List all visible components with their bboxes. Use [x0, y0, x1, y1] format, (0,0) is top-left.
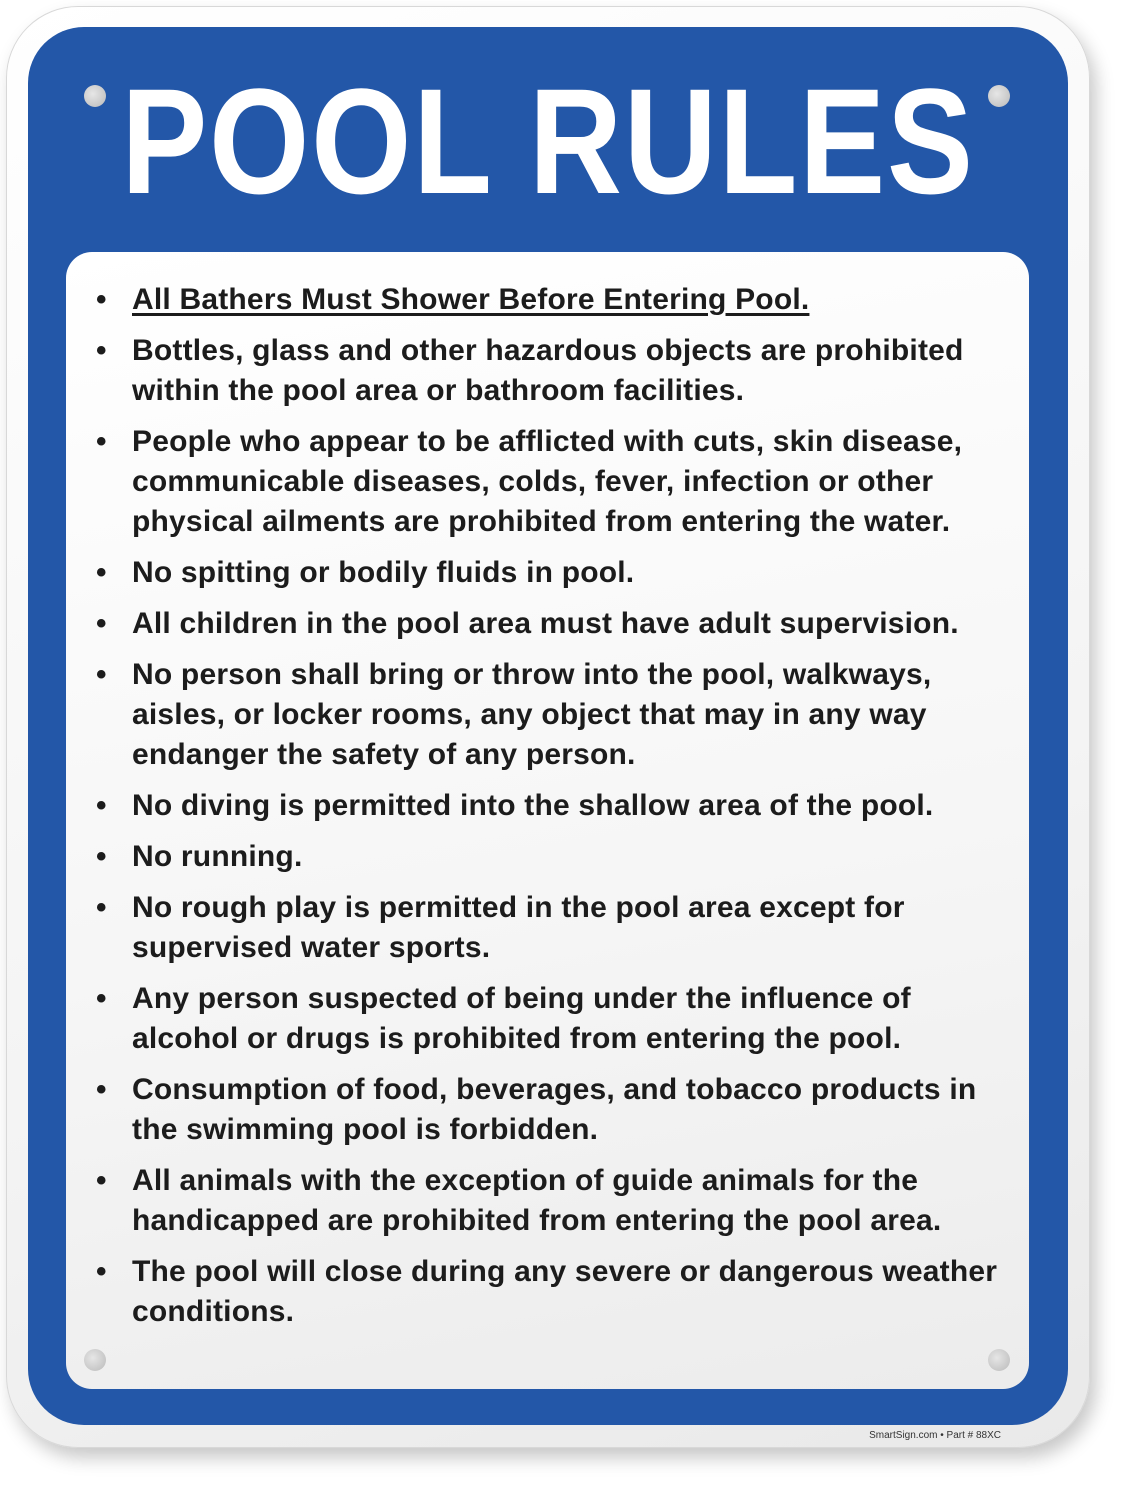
rule-item — [92, 422, 1012, 542]
rule-text: No rough play is permitted in the pool area except for supervised water sports. — [132, 891, 905, 964]
rule-item — [92, 786, 1012, 826]
rule-item — [92, 331, 1012, 411]
rule-text: People who appear to be afflicted with cuts, skin disease, communicable diseases, colds, fever, infection or other physical ailments are prohibited from entering the water. — [132, 425, 963, 538]
rule-item — [92, 1252, 1012, 1332]
rule-item — [92, 1161, 1012, 1241]
rule-text: Consumption of food, beverages, and tobacco products in the swimming pool is forbidden. — [132, 1073, 977, 1146]
bullet: • — [96, 607, 107, 640]
bullet: • — [96, 1255, 107, 1288]
bullet: • — [96, 789, 107, 822]
mounting-hole-bottom-right-icon — [988, 1349, 1010, 1371]
rule-text: No spitting or bodily fluids in pool. — [132, 556, 635, 589]
rule-text: All Bathers Must Shower Before Entering Pool. — [132, 283, 810, 316]
bullet: • — [96, 1164, 107, 1197]
rule-text: The pool will close during any severe or dangerous weather conditions. — [132, 1255, 998, 1328]
bullet: • — [96, 891, 107, 924]
bullet: • — [96, 658, 107, 691]
rules-list — [92, 280, 1012, 1343]
sign-title: POOL RULES — [121, 57, 975, 225]
rule-item — [92, 280, 1012, 320]
rule-text: Bottles, glass and other hazardous objects are prohibited within the pool area or bathroom facilities. — [132, 334, 964, 407]
bullet: • — [96, 1073, 107, 1106]
manufacturer-footer: SmartSign.com • Part # 88XC — [869, 1430, 1001, 1441]
rule-text: No running. — [132, 840, 303, 873]
bullet: • — [96, 840, 107, 873]
rule-text: No person shall bring or throw into the pool, walkways, aisles, or locker rooms, any object that may in any way endanger the safety of any person. — [132, 658, 932, 771]
rule-text: All animals with the exception of guide animals for the handicapped are prohibited from entering the pool area. — [132, 1164, 942, 1237]
mounting-hole-bottom-left-icon — [84, 1349, 106, 1371]
rule-item — [92, 979, 1012, 1059]
rule-item — [92, 553, 1012, 593]
bullet: • — [96, 982, 107, 1015]
bullet: • — [96, 556, 107, 589]
bullet: • — [96, 283, 107, 316]
rule-text: No diving is permitted into the shallow area of the pool. — [132, 789, 934, 822]
bullet: • — [96, 334, 107, 367]
rule-item — [92, 837, 1012, 877]
bullet: • — [96, 425, 107, 458]
rule-item — [92, 888, 1012, 968]
rule-text: All children in the pool area must have adult supervision. — [132, 607, 959, 640]
rule-item — [92, 1070, 1012, 1150]
rule-item — [92, 604, 1012, 644]
rule-item — [92, 655, 1012, 775]
rule-text: Any person suspected of being under the influence of alcohol or drugs is prohibited from entering the pool. — [132, 982, 911, 1055]
